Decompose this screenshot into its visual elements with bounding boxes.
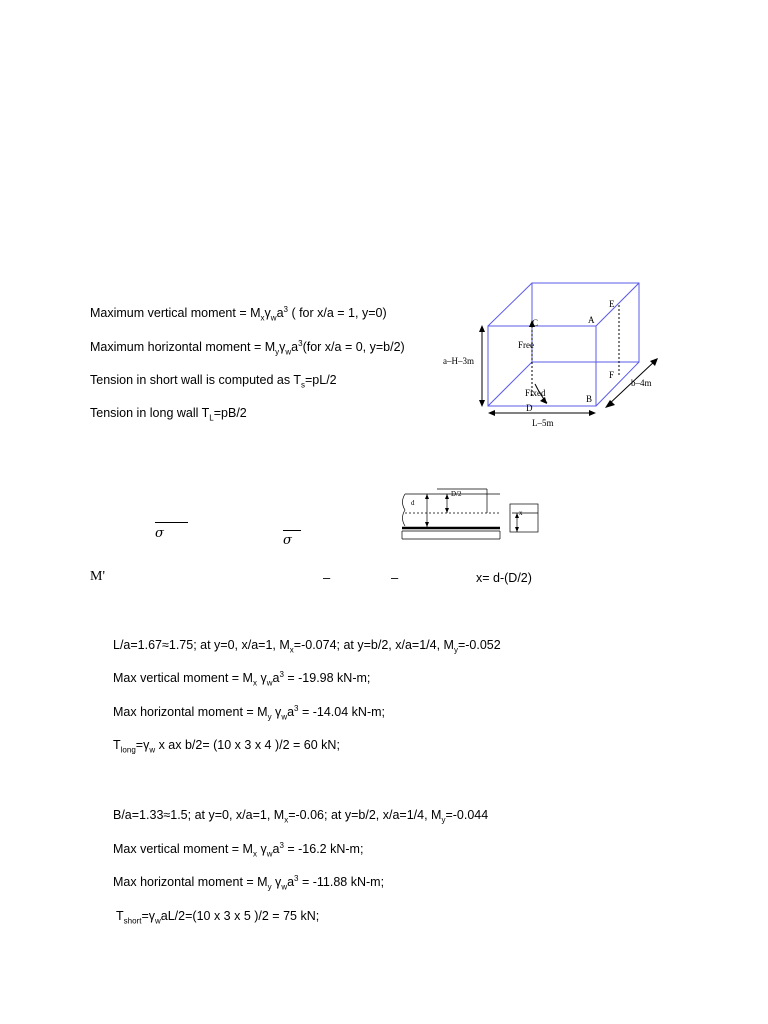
section-half-depth-label: D/2 [451, 490, 462, 498]
section-d-label: d [411, 499, 415, 507]
tank-length-label: L–5m [532, 418, 554, 428]
corner-c-label: C [532, 318, 539, 328]
dash-1: – [323, 570, 331, 585]
corner-b-label: B [586, 394, 593, 404]
long-wall-ratio-line: L/a=1.67≈1.75; at y=0, x/a=1, $M_x=-0.074$; at y=b/2, x/a=1/4, $M_y=-0.052$ [113, 638, 501, 655]
dash-2: – [391, 570, 399, 585]
short-wall-ratio-line: B/a=1.33≈1.5; at y=0, x/a=1, $M_x=-0.06$; at y=b/2, x/a=1/4, $M_y=-0.044$ [113, 808, 489, 825]
corner-d-label: D [526, 403, 533, 413]
long-wall-vertical-moment: Max vertical moment = $M_x$ $\gamma_wa^3 = -19.98$ kN-m; [113, 669, 371, 688]
tank-width-label: b–4m [631, 378, 652, 388]
section-diagram [395, 484, 545, 544]
corner-e-label: E [609, 299, 615, 309]
tank-back-face [532, 283, 639, 362]
corner-a-label: A [588, 315, 595, 325]
m-prime-symbol: M' [90, 569, 105, 584]
long-wall-tension: $T_{long}=\gamma_w$ x ax b/2= (10 x 3 x 4 )/2 = 60 kN; [113, 738, 340, 755]
long-wall-horizontal-moment: Max horizontal moment = $M_y$ $\gamma_wa^3 = -14.04$ kN-m; [113, 703, 385, 722]
sigma-symbol-2: σ [283, 533, 292, 548]
sigma-overbar-2 [283, 530, 301, 531]
sigma-symbol-1: σ [155, 526, 164, 541]
section-x-label: x [519, 509, 523, 517]
short-wall-tension: $T_{short}=\gamma_waL/2=(10$ x 3 x 5 )/2 = 75 kN; [116, 909, 320, 926]
corner-f-label: F [609, 370, 615, 380]
sigma-overbar-1 [155, 522, 188, 523]
tank-height-label: a–H–3m [443, 356, 474, 366]
short-wall-vertical-moment: Max vertical moment = $M_x$ $\gamma_wa^3 = -16.2$ kN-m; [113, 840, 364, 859]
x-formula: x= d-(D/2) [476, 571, 532, 585]
max-horizontal-moment-formula: Maximum horizontal moment = $M_y\gamma_wa^3(for$ x/a = 0, y=b/2) [90, 338, 405, 357]
tank-diagram [435, 270, 670, 435]
short-wall-horizontal-moment: Max horizontal moment = $M_y$ $\gamma_wa^3 = -11.88$ kN-m; [113, 873, 385, 892]
max-vertical-moment-formula: Maximum vertical moment = $M_x\gamma_wa^3$ ( for x/a = 1, y=0) [90, 304, 387, 323]
tension-long-wall-formula: Tension in long wall $T_L=pB/2$ [90, 406, 247, 423]
fixed-edge-label: Fixed [525, 388, 546, 398]
tension-short-wall-formula: Tension in short wall is computed as $T_s=pL/2$ [90, 373, 337, 390]
free-edge-label: Free [518, 340, 534, 350]
